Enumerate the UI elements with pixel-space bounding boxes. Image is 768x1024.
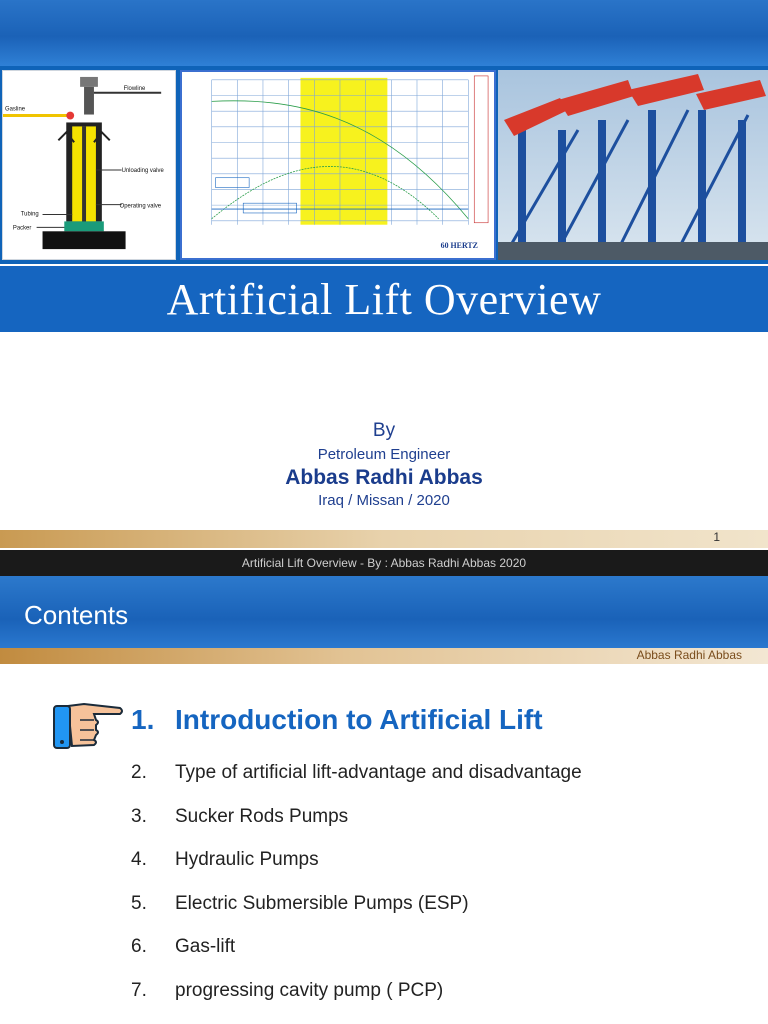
- gasline-label: Gasline: [4, 106, 26, 113]
- chart-hertz-label: 60 HERTZ: [440, 241, 478, 251]
- list-item-number: 2.: [131, 762, 147, 783]
- list-item-text: Electric Submersible Pumps (ESP): [175, 893, 469, 914]
- list-item-number: 7.: [131, 980, 147, 1001]
- gas-lift-well-diagram: [2, 70, 176, 260]
- contents-header-band: [0, 576, 768, 648]
- gold-footer-bar: [0, 530, 768, 548]
- tubing-label: Tubing: [20, 211, 39, 218]
- list-item-text: Hydraulic Pumps: [175, 849, 319, 870]
- pump-performance-chart: [180, 70, 496, 260]
- by-label: By: [372, 420, 396, 441]
- list-item-text: Gas-lift: [175, 936, 236, 957]
- top-header-band: [0, 0, 768, 66]
- title-band: [0, 266, 768, 332]
- slide-title: Artificial Lift Overview: [166, 274, 602, 324]
- list-item-number: 1.: [131, 704, 155, 735]
- unloading-valve-label: Unloading valve: [121, 167, 164, 174]
- list-item-number: 3.: [131, 806, 147, 827]
- list-item-number: 5.: [131, 893, 147, 914]
- author-location: Iraq / Missan / 2020: [318, 492, 450, 509]
- pointing-hand-icon: [50, 694, 124, 750]
- list-item-number: 6.: [131, 936, 147, 957]
- operating-valve-label: Operating valve: [119, 203, 162, 210]
- list-item-text: Type of artificial lift-advantage and disadvantage: [175, 762, 582, 783]
- slide-footer: Artificial Lift Overview - By : Abbas Radhi Abbas 2020: [0, 550, 768, 576]
- list-item-text: Sucker Rods Pumps: [175, 806, 349, 827]
- author-name: Abbas Radhi Abbas: [285, 466, 483, 489]
- list-item-text: Introduction to Artificial Lift: [175, 704, 543, 735]
- page-number: 1: [713, 530, 720, 544]
- pumpjack-photo: [498, 70, 768, 260]
- flowline-label: Flowline: [123, 85, 146, 92]
- packer-label: Packer: [12, 225, 32, 232]
- banner-author-name: Abbas Radhi Abbas: [636, 648, 742, 662]
- list-item-number: 4.: [131, 849, 147, 870]
- author-role: Petroleum Engineer: [317, 446, 451, 463]
- list-item-text: progressing cavity pump ( PCP): [175, 980, 444, 1001]
- contents-heading: Contents: [24, 600, 129, 630]
